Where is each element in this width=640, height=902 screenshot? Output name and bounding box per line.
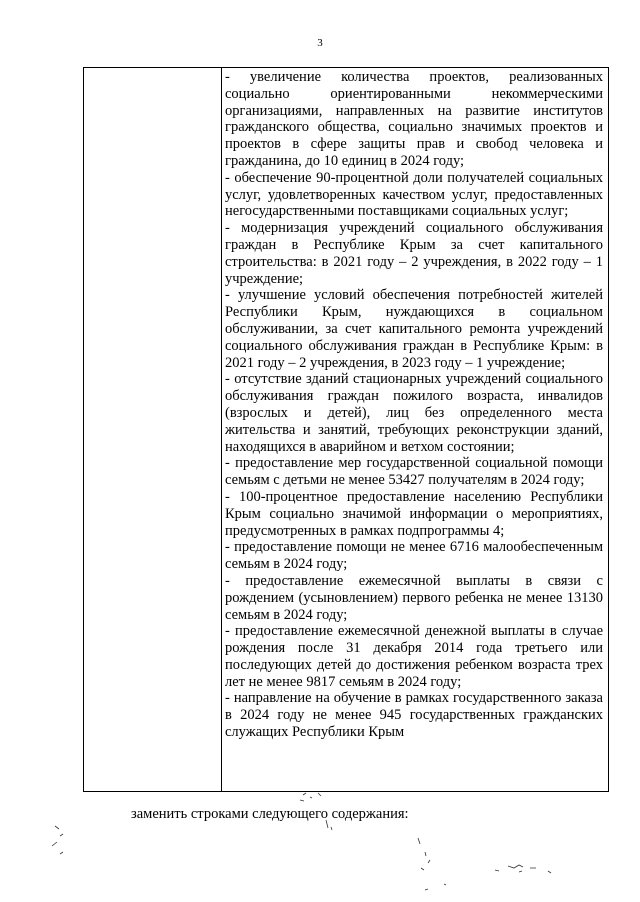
result-item: - предоставление мер государственной социальной помощи семьям с детьми не менее 53427 получателям в 2024 году; xyxy=(225,455,603,489)
replacement-instruction: заменить строками следующего содержания: xyxy=(131,806,409,822)
result-item: - 100-процентное предоставление населению Республики Крым социально значимой информации о мероприятиях, предусмотренных в рамках подпрограммы 4; xyxy=(225,488,603,539)
result-item: - отсутствие зданий стационарных учреждений социального обслуживания граждан пожилого возраста, инвалидов (взрослых и детей), лиц без определенного места жительства и занятий, требующих реконструкции зданий, находящихся в аварийном и ветхом состоянии; xyxy=(225,371,603,455)
result-item: - направление на обучение в рамках государственного заказа в 2024 году не менее 945 государственных гражданских служащих Республики Крым xyxy=(225,690,603,741)
result-item: - предоставление помощи не менее 6716 малообеспеченным семьям в 2024 году; xyxy=(225,539,603,573)
result-item: - предоставление ежемесячной денежной выплаты в случае рождения после 31 декабря 2014 года третьего или последующих детей до достижения ребенком возраста трех лет не менее 9817 семьям в 2024 году; xyxy=(225,623,603,690)
result-item: - модернизация учреждений социального обслуживания граждан в Республике Крым за счет капитального строительства: в 2021 году – 2 учреждения, в 2022 году – 1 учреждение; xyxy=(225,220,603,287)
document-table xyxy=(83,67,609,792)
result-item: - увеличение количества проектов, реализованных социально ориентированными некоммерческими организациями, направленных на развитие институтов гражданского общества, социально значимых проектов и проектов в сфере защиты прав и свобод человека и гражданина, до 10 единиц в 2024 году; xyxy=(225,69,603,169)
result-item: - обеспечение 90-процентной доли получателей социальных услуг, удовлетворенных качеством услуг, предоставленных негосударственными поставщиками социальных услуг; xyxy=(225,169,603,220)
page-number: 3 xyxy=(317,37,323,49)
result-item: - предоставление ежемесячной выплаты в связи с рождением (усыновлением) первого ребенка не менее 13130 семьям в 2024 году; xyxy=(225,572,603,623)
table-column-divider xyxy=(221,68,222,791)
result-item: - улучшение условий обеспечения потребностей жителей Республики Крым, нуждающихся в социальном обслуживании, за счет капитального ремонта учреждений социального обслуживания граждан в Республике Крым: в 2021 году – 2 учреждения, в 2023 году – 1 учреждение; xyxy=(225,287,603,371)
table-cell-results xyxy=(225,69,603,741)
